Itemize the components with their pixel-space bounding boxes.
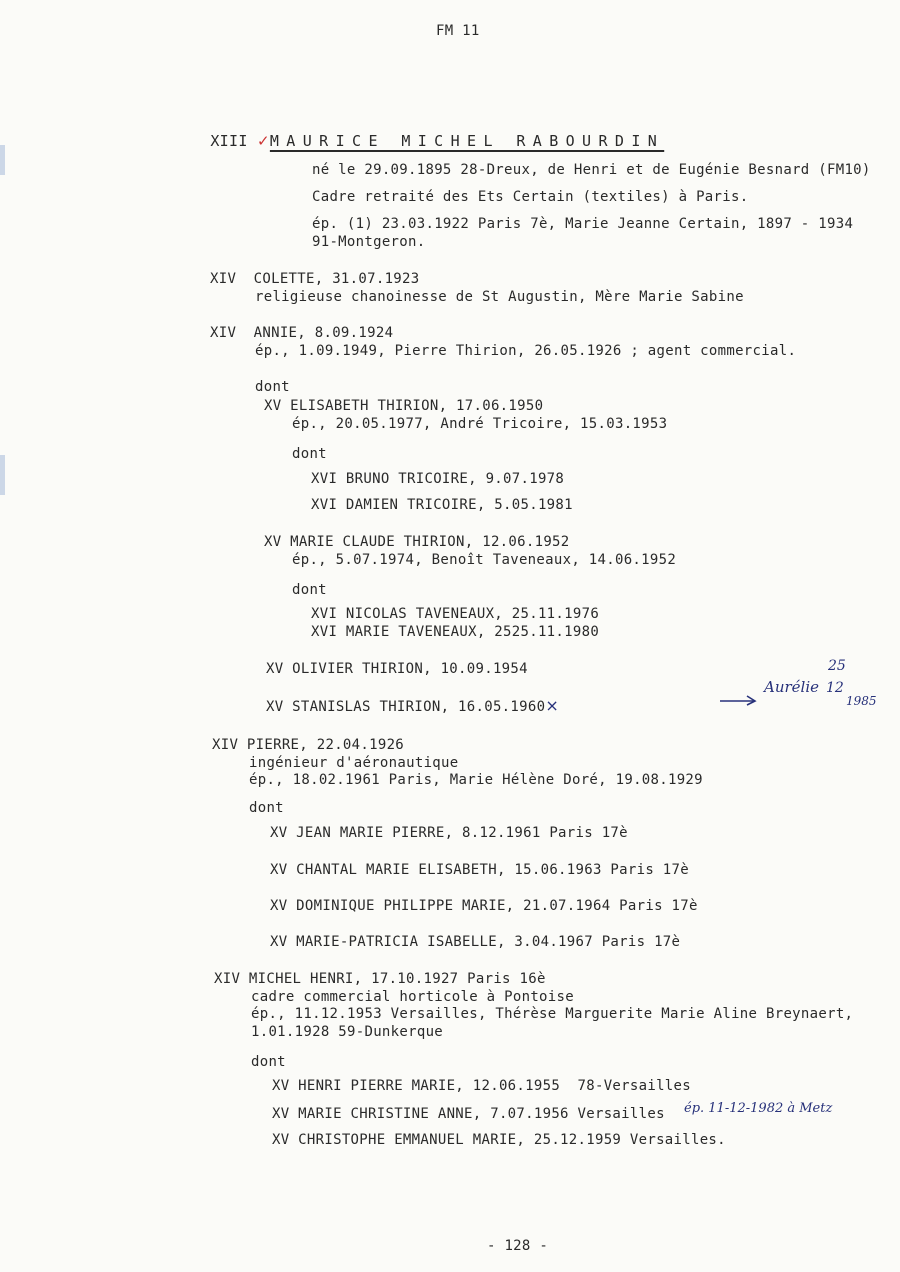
scan-edge-mark <box>0 145 5 175</box>
entry-stanislas-text: XV STANISLAS THIRION, 16.05.1960 <box>266 699 546 715</box>
entry-elisabeth: XV ELISABETH THIRION, 17.06.1950 <box>264 398 544 414</box>
entry-michel-detail: 1.01.1928 59-Dunkerque <box>251 1024 444 1040</box>
handwritten-date-year: 1985 <box>846 694 877 708</box>
title-name: MAURICE MICHEL RABOURDIN <box>269 132 665 150</box>
dont-label: dont <box>255 379 290 395</box>
entry-child: XV CHANTAL MARIE ELISABETH, 15.06.1963 Paris 17è <box>270 862 689 878</box>
bio-line: né le 29.09.1895 28-Dreux, de Henri et de Eugénie Besnard (FM10) <box>312 162 871 178</box>
entry-bruno: XVI BRUNO TRICOIRE, 9.07.1978 <box>311 471 565 487</box>
page-number: - 128 - <box>487 1238 549 1254</box>
title-generation: XIII <box>210 132 248 150</box>
dont-label: dont <box>292 582 327 598</box>
entry-marie-claude: XV MARIE CLAUDE THIRION, 12.06.1952 <box>264 534 570 550</box>
arrow-right-icon <box>718 690 758 710</box>
cross-mark-icon: × <box>545 696 560 715</box>
handwritten-note: Aurélie <box>764 678 820 696</box>
entry-colette-detail: religieuse chanoinesse de St Augustin, Mère Marie Sabine <box>255 289 744 305</box>
entry-olivier: XV OLIVIER THIRION, 10.09.1954 <box>266 661 528 677</box>
bio-line: ép. (1) 23.03.1922 Paris 7è, Marie Jeanne Certain, 1897 - 1934 <box>312 216 854 232</box>
entry-child: XV JEAN MARIE PIERRE, 8.12.1961 Paris 17è <box>270 825 628 841</box>
title-line <box>173 116 664 167</box>
entry-annie-detail: ép., 1.09.1949, Pierre Thirion, 26.05.1926 ; agent commercial. <box>255 343 797 359</box>
handwritten-date-day: 25 <box>828 658 846 674</box>
entry-child: XV MARIE CHRISTINE ANNE, 7.07.1956 Versailles <box>272 1106 665 1122</box>
entry-pierre-detail: ép., 18.02.1961 Paris, Marie Hélène Doré, 19.08.1929 <box>249 772 703 788</box>
bio-line: Cadre retraité des Ets Certain (textiles) à Paris. <box>312 189 749 205</box>
entry-damien: XVI DAMIEN TRICOIRE, 5.05.1981 <box>311 497 573 513</box>
entry-child: XV HENRI PIERRE MARIE, 12.06.1955 78-Versailles <box>272 1078 691 1094</box>
entry-colette: XIV COLETTE, 31.07.1923 <box>210 271 420 287</box>
entry-michel-detail: cadre commercial horticole à Pontoise <box>251 989 574 1005</box>
entry-nicolas: XVI NICOLAS TAVENEAUX, 25.11.1976 <box>311 606 600 622</box>
entry-michel: XIV MICHEL HENRI, 17.10.1927 Paris 16è <box>214 971 546 987</box>
entry-annie: XIV ANNIE, 8.09.1924 <box>210 325 394 341</box>
handwritten-date-month: 12 <box>826 680 844 696</box>
dont-label: dont <box>292 446 327 462</box>
entry-child: XV CHRISTOPHE EMMANUEL MARIE, 25.12.1959 Versailles. <box>272 1132 726 1148</box>
entry-child: XV MARIE-PATRICIA ISABELLE, 3.04.1967 Paris 17è <box>270 934 681 950</box>
entry-marie-claude-detail: ép., 5.07.1974, Benoît Taveneaux, 14.06.1952 <box>292 552 677 568</box>
entry-pierre-detail: ingénieur d'aéronautique <box>249 755 459 771</box>
bio-line: 91-Montgeron. <box>312 234 426 250</box>
check-mark-icon: ✓ <box>257 132 270 150</box>
entry-stanislas <box>266 697 559 716</box>
dont-label: dont <box>249 800 284 816</box>
handwritten-marriage-note: ép. 11-12-1982 à Metz <box>684 1101 833 1116</box>
entry-marie-taveneaux: XVI MARIE TAVENEAUX, 2525.11.1980 <box>311 624 600 640</box>
entry-michel-detail: ép., 11.12.1953 Versailles, Thérèse Marguerite Marie Aline Breynaert, <box>251 1006 854 1022</box>
entry-child: XV DOMINIQUE PHILIPPE MARIE, 21.07.1964 Paris 17è <box>270 898 698 914</box>
header-ref: FM 11 <box>436 23 480 39</box>
dont-label: dont <box>251 1054 286 1070</box>
scan-edge-mark <box>0 455 5 495</box>
entry-pierre: XIV PIERRE, 22.04.1926 <box>212 737 405 753</box>
entry-elisabeth-detail: ép., 20.05.1977, André Tricoire, 15.03.1953 <box>292 416 668 432</box>
